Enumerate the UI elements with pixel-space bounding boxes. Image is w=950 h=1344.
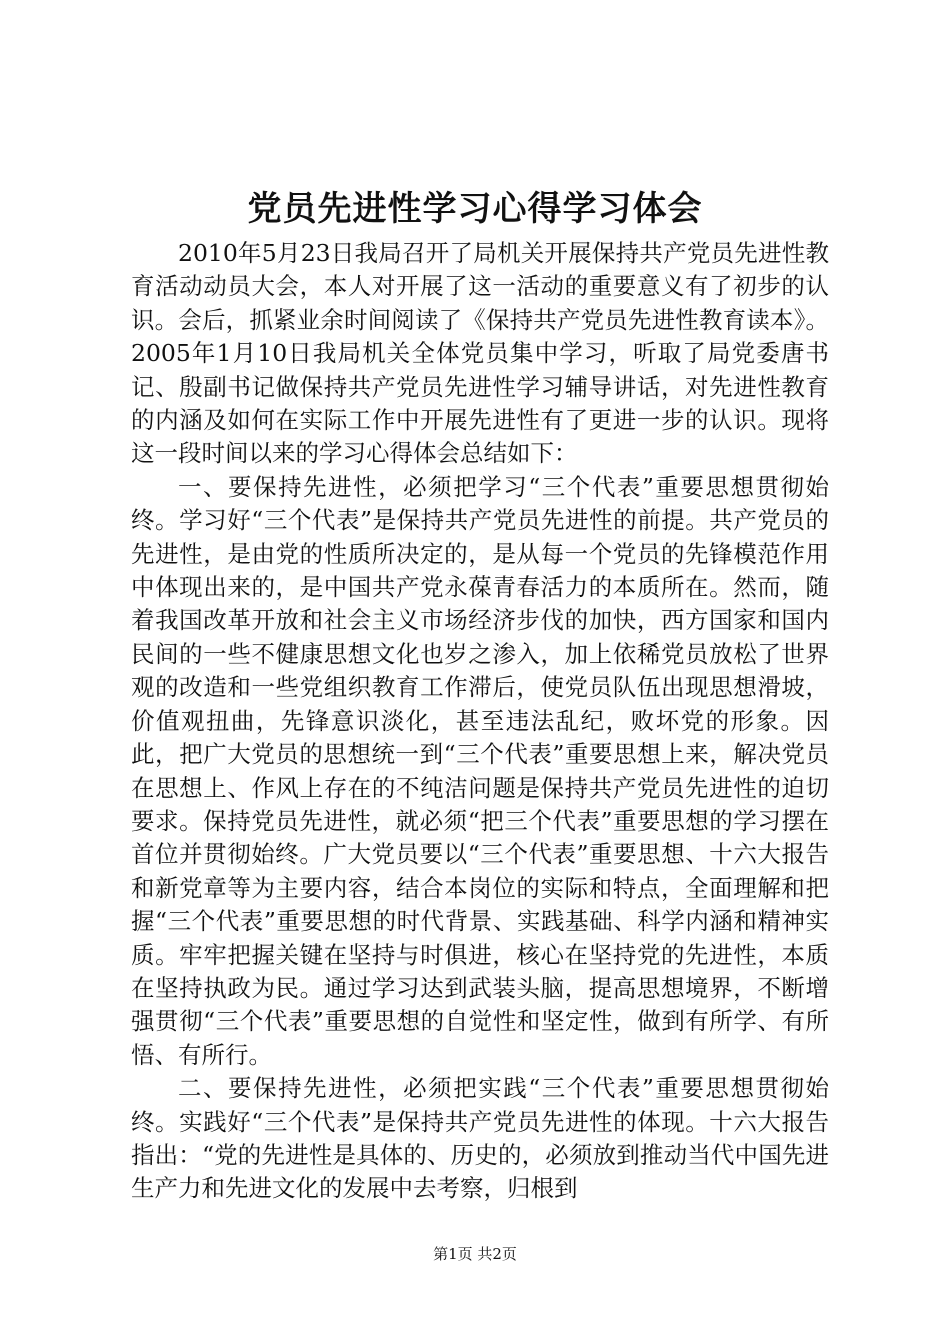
document-title: 党员先进性学习心得学习体会 bbox=[247, 189, 703, 229]
paragraph-intro: 2010年5月23日我局召开了局机关开展保持共产党员先进性教育活动动员大会，本人对开展了这一活动的重要意义有了初步的认识。会后，抓紧业余时间阅读了《保持共产党员先进性教育读本》。2005年1月10日我局机关全体党员集中学习，听取了局党委唐书记、殷副书记做保持共产党员先进性学习辅导讲话，对先进性教育的内涵及如何在实际工作中开展先进性有了更进一步的认识。现将这一段时间以来的学习心得体会总结如下： bbox=[131, 239, 829, 468]
paragraph-section-1: 一、要保持先进性，必须把学习“三个代表”重要思想贯彻始终。学习好“三个代表”是保持共产党员先进性的前提。共产党员的先进性，是由党的性质所决定的，是从每一个党员的先锋模范作用中体现出来的，是中国共产党永葆青春活力的本质所在。然而，随着我国改革开放和社会主义市场经济步伐的加快，西方国家和国内民间的一些不健康思想文化也岁之渗入，加上依稀党员放松了世界观的改造和一些党组织教育工作滞后，使党员队伍出现思想滑坡，价值观扭曲，先锋意识淡化，甚至违法乱纪，败坏党的形象。因此，把广大党员的思想统一到“三个代表”重要思想上来，解决党员在思想上、作风上存在的不纯洁问题是保持共产党员先进性的迫切要求。保持党员先进性，就必须“把三个代表”重要思想的学习摆在首位并贯彻始终。广大党员要以“三个代表”重要思想、十六大报告和新党章等为主要内容，结合本岗位的实际和特点，全面理解和把握“三个代表”重要思想的时代背景、实践基础、科学内涵和精神实质。牢牢把握关键在坚持与时俱进，核心在坚持党的先进性，本质在坚持执政为民。通过学习达到武装头脑，提高思想境界，不断增强贯彻“三个代表”重要思想的自觉性和坚定性，做到有所学、有所悟、有所行。 bbox=[131, 472, 829, 1069]
paragraph-section-2: 二、要保持先进性，必须把实践“三个代表”重要思想贯彻始终。实践好“三个代表”是保持共产党员先进性的体现。十六大报告指出：“党的先进性是具体的、历史的，必须放到推动当代中国先进生产力和先进文化的发展中去考察，归根到 bbox=[131, 1074, 829, 1203]
page-number-footer: 第1页 共2页 bbox=[433, 1245, 517, 1263]
document-body bbox=[131, 237, 829, 1206]
